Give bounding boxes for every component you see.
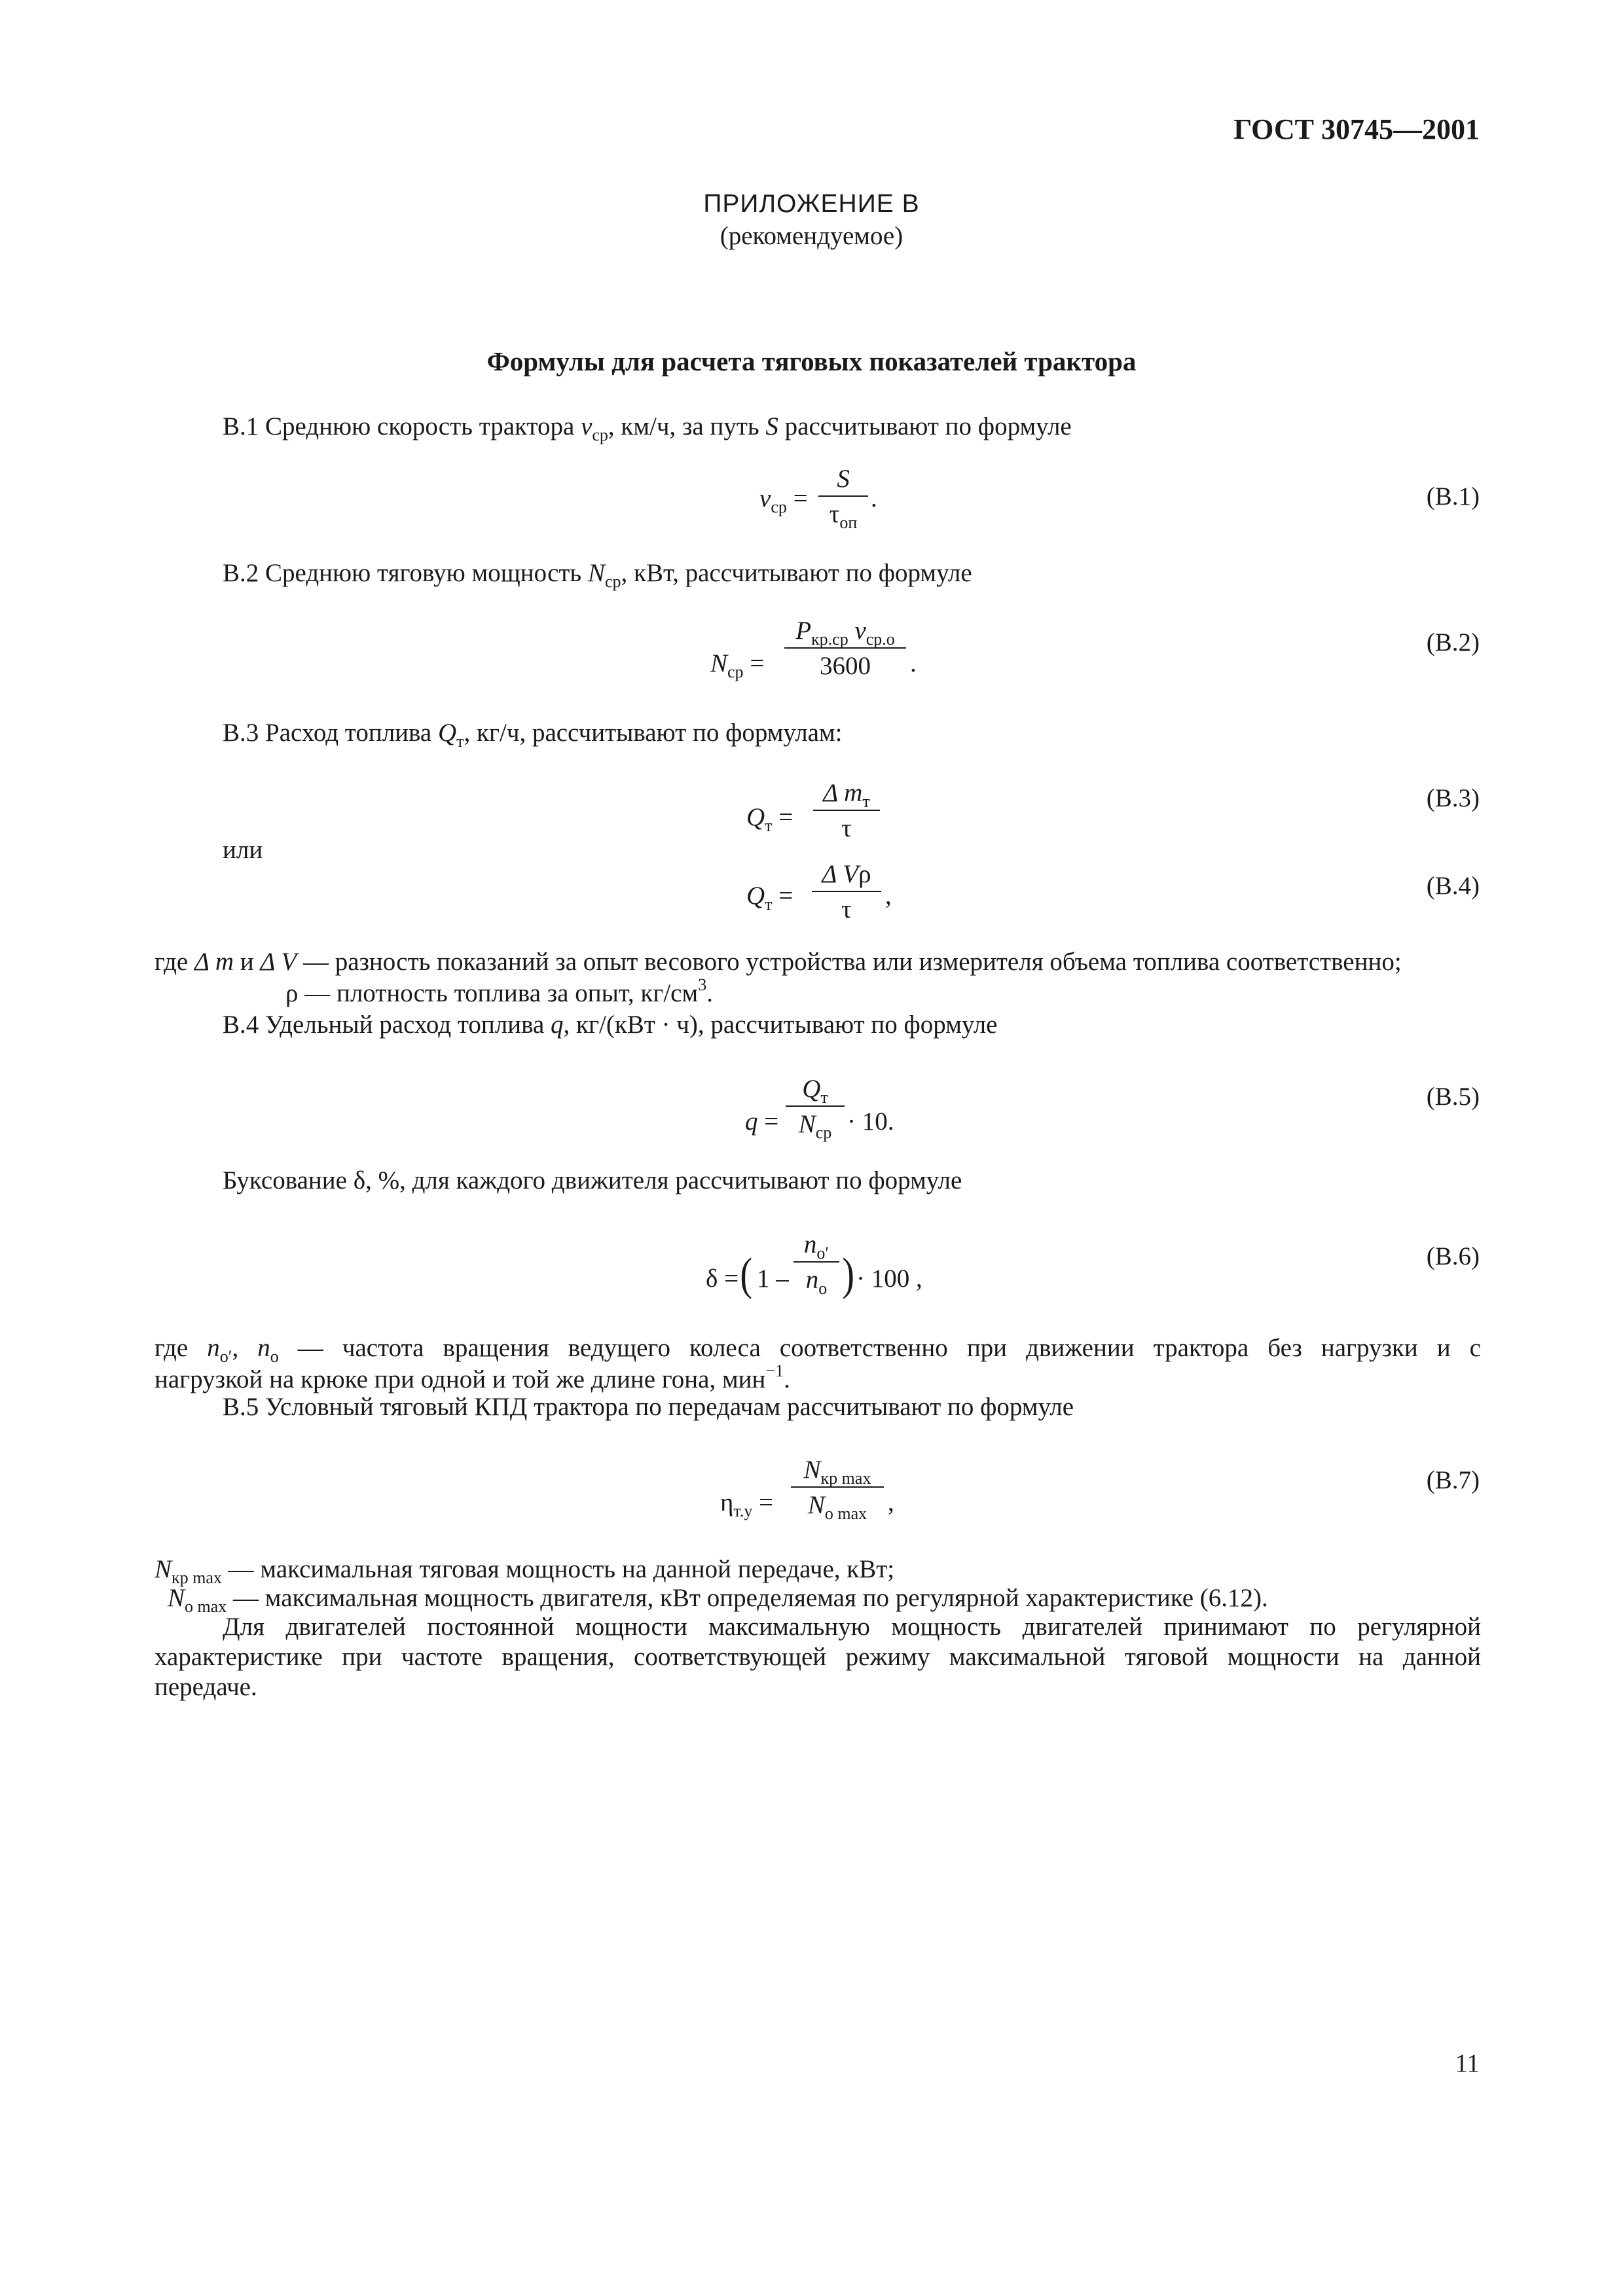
- b5-text: В.5 Условный тяговый КПД трактора по передачам рассчитывают по формуле: [223, 1393, 1074, 1421]
- b3-text-a: В.3 Расход топлива: [223, 719, 432, 747]
- where2-b: — частота вращения ведущего колеса соответственно при движении трактора без нагрузки и с: [297, 1334, 1481, 1362]
- eq1-tau-sub: оп: [839, 513, 858, 532]
- rho-def-a: — плотность топлива за опыт, кг/см: [304, 979, 699, 1007]
- rho-symbol: ρ: [285, 979, 299, 1007]
- b4-q: q: [551, 1011, 564, 1039]
- eq2-P-sub: кр.ср: [811, 630, 848, 649]
- def-nkr: [155, 1554, 894, 1585]
- eq6-den: [793, 1265, 839, 1296]
- eq7-equals: =: [759, 1488, 774, 1516]
- eq6-one-minus: 1 –: [757, 1265, 789, 1293]
- eq1-den: [818, 499, 868, 530]
- eq1-tau: τ: [829, 500, 840, 528]
- rho-def-sup: 3: [698, 975, 707, 994]
- eq7-num: [791, 1454, 884, 1486]
- b3-Q: Q: [438, 719, 457, 747]
- eq4-bar: [812, 891, 881, 892]
- section-heading: Формулы для расчета тяговых показателей трактора: [486, 346, 1137, 376]
- rho-definition: [285, 975, 713, 1009]
- eq1-bar: [818, 495, 868, 497]
- eq3-fraction: [813, 778, 880, 844]
- eq6-lhs: [706, 1263, 739, 1295]
- eq6-number: (В.6): [1426, 1242, 1480, 1270]
- eq2-N-sub: ср: [727, 662, 744, 681]
- where1-a: где: [155, 948, 189, 976]
- eq4-lhs: [746, 880, 793, 912]
- eq3-number: (В.3): [1426, 784, 1480, 812]
- eq7-N-kr: N: [803, 1456, 821, 1484]
- eq4-equals: =: [778, 882, 793, 910]
- eq7-comma: ,: [888, 1488, 894, 1516]
- eq1-number: (В.1): [1426, 482, 1480, 511]
- b3-text: [223, 717, 843, 749]
- eq6-delta: δ: [706, 1265, 718, 1293]
- final-para-line1: Для двигателей постоянной мощности максимальную мощность двигателей принимают по регулярной: [223, 1613, 1481, 1641]
- eq7-den: [791, 1490, 884, 1521]
- where2-d: .: [784, 1365, 790, 1393]
- or-word: или: [223, 836, 263, 864]
- def-nkr-text: — максимальная тяговая мощность на данной передаче, кВт;: [228, 1555, 895, 1583]
- eq5-Q: Q: [802, 1075, 821, 1103]
- def-no-N: N: [168, 1584, 185, 1612]
- eq4-den: τ: [841, 895, 852, 924]
- eq7-fraction: [791, 1454, 884, 1521]
- def-no-text: — максимальная мощность двигателя, кВт определяемая по регулярной характеристике (6.12).: [233, 1584, 1268, 1612]
- eq5-tail: · 10.: [847, 1107, 894, 1136]
- where2-c: нагрузкой на крюке при одной и той же длине гона, мин: [155, 1365, 766, 1393]
- where2-n-sub: o: [270, 1347, 279, 1366]
- eq4-comma: ,: [885, 882, 892, 910]
- eq4-rho: ρ: [858, 860, 871, 888]
- eq6-n-sub: o: [818, 1279, 828, 1298]
- eq2-den: 3600: [820, 652, 871, 680]
- eq5-num: [786, 1073, 845, 1105]
- eq3-Q: Q: [746, 803, 765, 831]
- final-para-line3: передаче.: [155, 1673, 257, 1701]
- eq3-equals: =: [778, 803, 793, 831]
- eq7-number: (В.7): [1426, 1466, 1480, 1494]
- eq6-left-paren: (: [740, 1249, 752, 1300]
- eq6-equals: =: [724, 1265, 739, 1293]
- document-id: ГОСТ 30745—2001: [1233, 113, 1480, 145]
- eq4-Q-sub: т: [765, 895, 773, 914]
- eq2-fraction: [784, 615, 906, 682]
- eq5-bar: [786, 1105, 845, 1107]
- b1-text-c: рассчитывают по формуле: [784, 412, 1072, 440]
- slip-text: Буксование δ, %, для каждого движителя рассчитывают по формуле: [223, 1166, 962, 1194]
- where-delta-line: [155, 946, 1402, 978]
- page-number: 11: [1455, 2049, 1480, 2077]
- eq3-Q-sub: т: [765, 816, 773, 835]
- eq1-equals: =: [793, 484, 808, 512]
- eq6-n-prime: n: [803, 1230, 817, 1259]
- where2-n-prime: n: [207, 1334, 220, 1362]
- eq6-fraction: [793, 1229, 839, 1296]
- eq3-lhs: [746, 802, 793, 833]
- eq7-lhs: [720, 1487, 773, 1518]
- eq1-v: v: [759, 484, 771, 512]
- eq3-num-sub: т: [862, 792, 870, 811]
- def-nkr-sub: кр max: [172, 1568, 222, 1587]
- eq7-eta-sub: т.у: [733, 1501, 753, 1520]
- eq6-n-prime-sub: o′: [816, 1244, 830, 1263]
- eq3-den: τ: [841, 814, 852, 842]
- eq5-N: N: [798, 1110, 816, 1138]
- eq1-period: .: [871, 484, 877, 512]
- appendix-subtitle: (рекомендуемое): [720, 222, 903, 250]
- b1-text-b: , км/ч, за путь: [608, 412, 759, 440]
- where2-a: где: [155, 1334, 189, 1362]
- b1-text: [223, 411, 1072, 442]
- where1-c: — разность показаний за опыт весового устройства или измерителя объема топлива соответственно;: [302, 948, 1402, 976]
- eq6-num: [793, 1229, 839, 1261]
- eq7-N-o: N: [807, 1491, 825, 1519]
- where1-delta-v: Δ V: [260, 948, 297, 976]
- eq5-q: q: [745, 1107, 758, 1136]
- eq2-number: (В.2): [1426, 628, 1480, 656]
- eq4-delta-v: Δ V: [822, 860, 859, 888]
- appendix-title: ПРИЛОЖЕНИЕ В: [703, 190, 920, 218]
- where-n-line2: [155, 1361, 790, 1395]
- eq2-equals: =: [750, 649, 765, 677]
- eq7-eta: η: [720, 1488, 734, 1516]
- eq1-num: S: [837, 465, 850, 493]
- where-n-line: где $n_{o'}$, $n_o$ — частота вращения ведущего колеса соответственно при движении трактора без нагрузки и с: [155, 1334, 1481, 1366]
- eq2-P: P: [795, 617, 812, 645]
- eq6-right-paren: ): [842, 1249, 854, 1300]
- eq2-v: v: [854, 617, 866, 645]
- eq5-fraction: [786, 1073, 845, 1140]
- b2-text-a: В.2 Среднюю тяговую мощность: [223, 559, 582, 587]
- def-nkr-N: N: [155, 1555, 172, 1583]
- eq3-delta-m: Δ m: [823, 779, 863, 807]
- where2-n-prime-sub: o′: [219, 1347, 232, 1366]
- b2-N-sub: ср: [604, 572, 621, 591]
- eq6-n: n: [805, 1266, 819, 1294]
- eq2-N: N: [710, 649, 728, 677]
- eq6-tail: · 100 ,: [856, 1265, 922, 1293]
- eq2-v-sub: ср.о: [866, 630, 895, 649]
- eq4-fraction: [812, 859, 881, 925]
- eq1-v-sub: ср: [771, 497, 787, 516]
- where1-delta-m: Δ m: [194, 948, 234, 976]
- eq1-fraction: [818, 463, 868, 530]
- def-no-sub: о max: [185, 1597, 227, 1616]
- b2-text-b: , кВт, рассчитывают по формуле: [621, 559, 972, 587]
- eq5-equals: =: [764, 1107, 779, 1136]
- eq7-N-o-sub: о max: [824, 1504, 867, 1523]
- eq7-N-kr-sub: кр max: [820, 1469, 871, 1488]
- b4-text-a: В.4 Удельный расход топлива: [223, 1011, 545, 1039]
- b1-v: v: [581, 412, 593, 440]
- eq5-den: [786, 1109, 845, 1140]
- b1-text-a: В.1 Среднюю скорость трактора: [223, 412, 575, 440]
- b3-text-b: , кг/ч, рассчитывают по формулам:: [464, 719, 843, 747]
- where2-n: n: [257, 1334, 270, 1362]
- eq3-num: [813, 778, 880, 809]
- eq5-N-sub: ср: [815, 1123, 832, 1142]
- b1-S: S: [765, 412, 778, 440]
- b2-N: N: [587, 559, 605, 587]
- where1-b: и: [240, 948, 254, 976]
- b4-text: [223, 1009, 997, 1041]
- eq2-period: .: [910, 649, 917, 677]
- eq4-Q: Q: [746, 882, 765, 910]
- def-no: [168, 1583, 1268, 1614]
- b2-text: [223, 558, 972, 589]
- where2-sup: −1: [765, 1361, 784, 1380]
- b3-Q-sub: т: [456, 732, 464, 751]
- final-para-line2: характеристике при частоте вращения, соответствующей режиму максимальной тяговой мощности на данной: [155, 1643, 1481, 1671]
- b1-v-sub: ср: [592, 425, 608, 444]
- eq5-Q-sub: т: [820, 1088, 828, 1107]
- eq1-lhs: [759, 483, 808, 514]
- rho-def-b: .: [706, 979, 713, 1007]
- eq4-number: (В.4): [1426, 872, 1480, 900]
- eq2-num: [784, 615, 906, 647]
- eq5-number: (В.5): [1426, 1083, 1480, 1111]
- b4-text-b: , кг/(кВт · ч), рассчитывают по формуле: [563, 1011, 998, 1039]
- eq4-num: [812, 859, 881, 890]
- eq5-lhs: [745, 1106, 778, 1138]
- eq2-lhs: [710, 648, 764, 679]
